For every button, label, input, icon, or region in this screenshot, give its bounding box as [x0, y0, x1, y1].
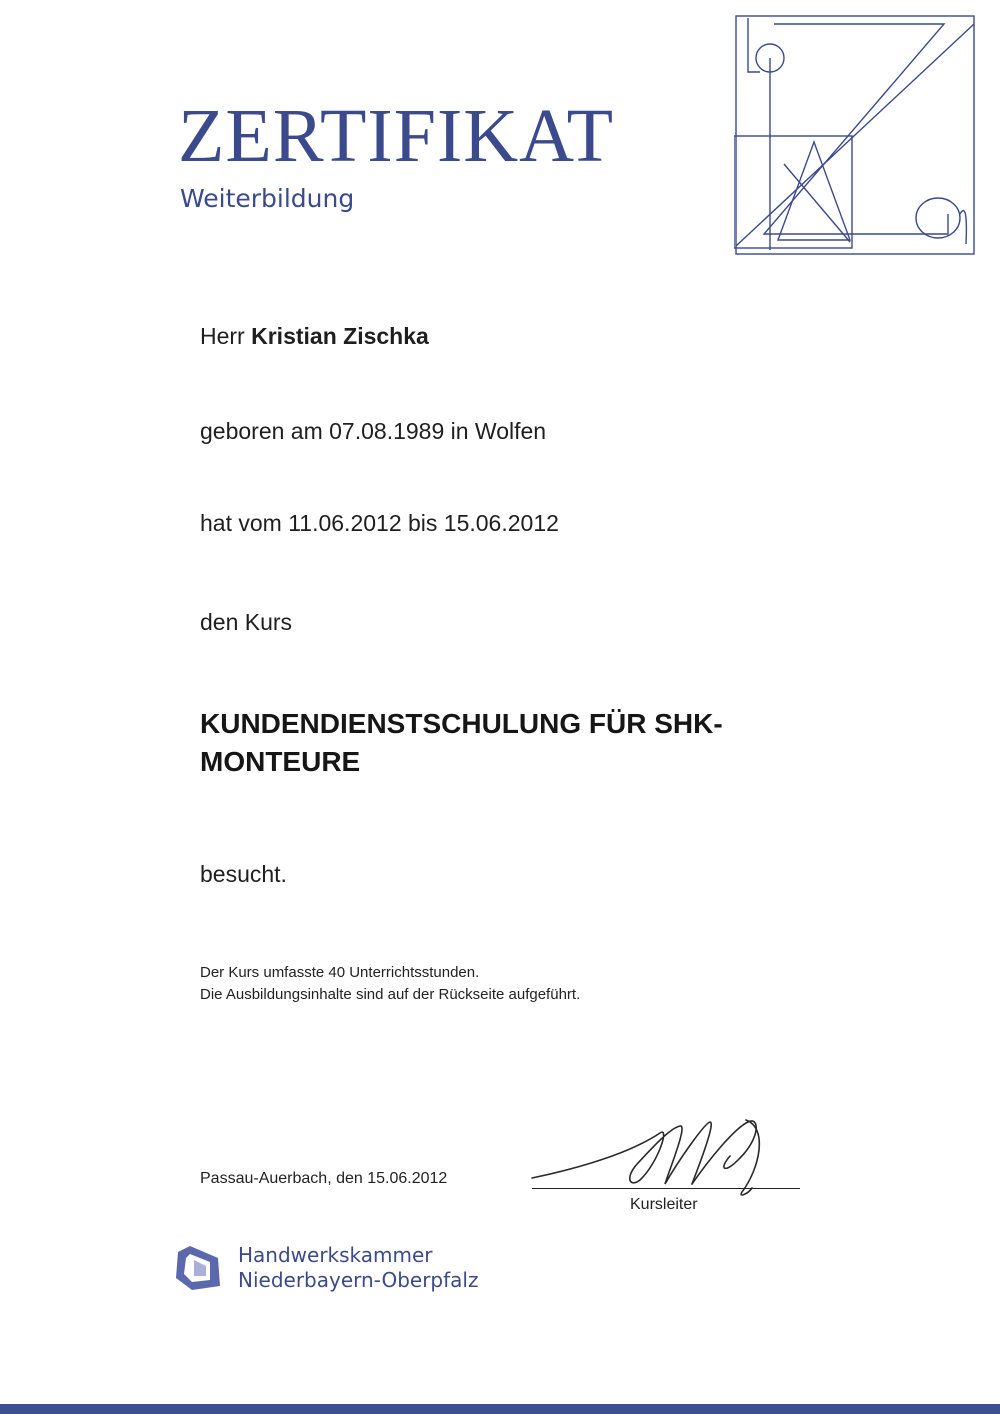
- certificate-title: ZERTIFIKAT: [178, 94, 615, 178]
- attended-line: besucht.: [200, 861, 287, 887]
- bottom-border-bar: [0, 1404, 1000, 1414]
- salutation: Herr: [200, 323, 245, 349]
- course-intro: den Kurs: [200, 609, 293, 635]
- birth-line: geboren am 07.08.1989 in Wolfen: [200, 418, 547, 444]
- issuer-line-2: Niederbayern-Oberpfalz: [238, 1268, 479, 1292]
- course-title-line-2: MONTEURE: [200, 746, 361, 777]
- course-title: [200, 705, 800, 781]
- hours-note: Der Kurs umfasste 40 Unterrichtsstunden.: [200, 964, 480, 981]
- course-title-line-1: KUNDENDIENSTSCHULUNG FÜR SHK-: [200, 708, 723, 739]
- contents-note: Die Ausbildungsinhalte sind auf der Rückseite aufgeführt.: [200, 986, 581, 1003]
- zertifikat-logo-emblem: [734, 14, 978, 260]
- place-date: Passau-Auerbach, den 15.06.2012: [200, 1170, 448, 1187]
- handwerkskammer-logo: [176, 1244, 220, 1290]
- recipient-name: Kristian Zischka: [251, 323, 429, 349]
- signature-line: [532, 1188, 800, 1189]
- certificate-subtitle: Weiterbildung: [180, 184, 355, 213]
- signature-label: Kursleiter: [630, 1196, 698, 1213]
- recipient-line: [200, 323, 429, 350]
- handwritten-signature: [520, 1108, 790, 1198]
- issuer-line-1: Handwerkskammer: [238, 1243, 433, 1267]
- period-line: hat vom 11.06.2012 bis 15.06.2012: [200, 510, 559, 536]
- issuer-name: [238, 1243, 478, 1293]
